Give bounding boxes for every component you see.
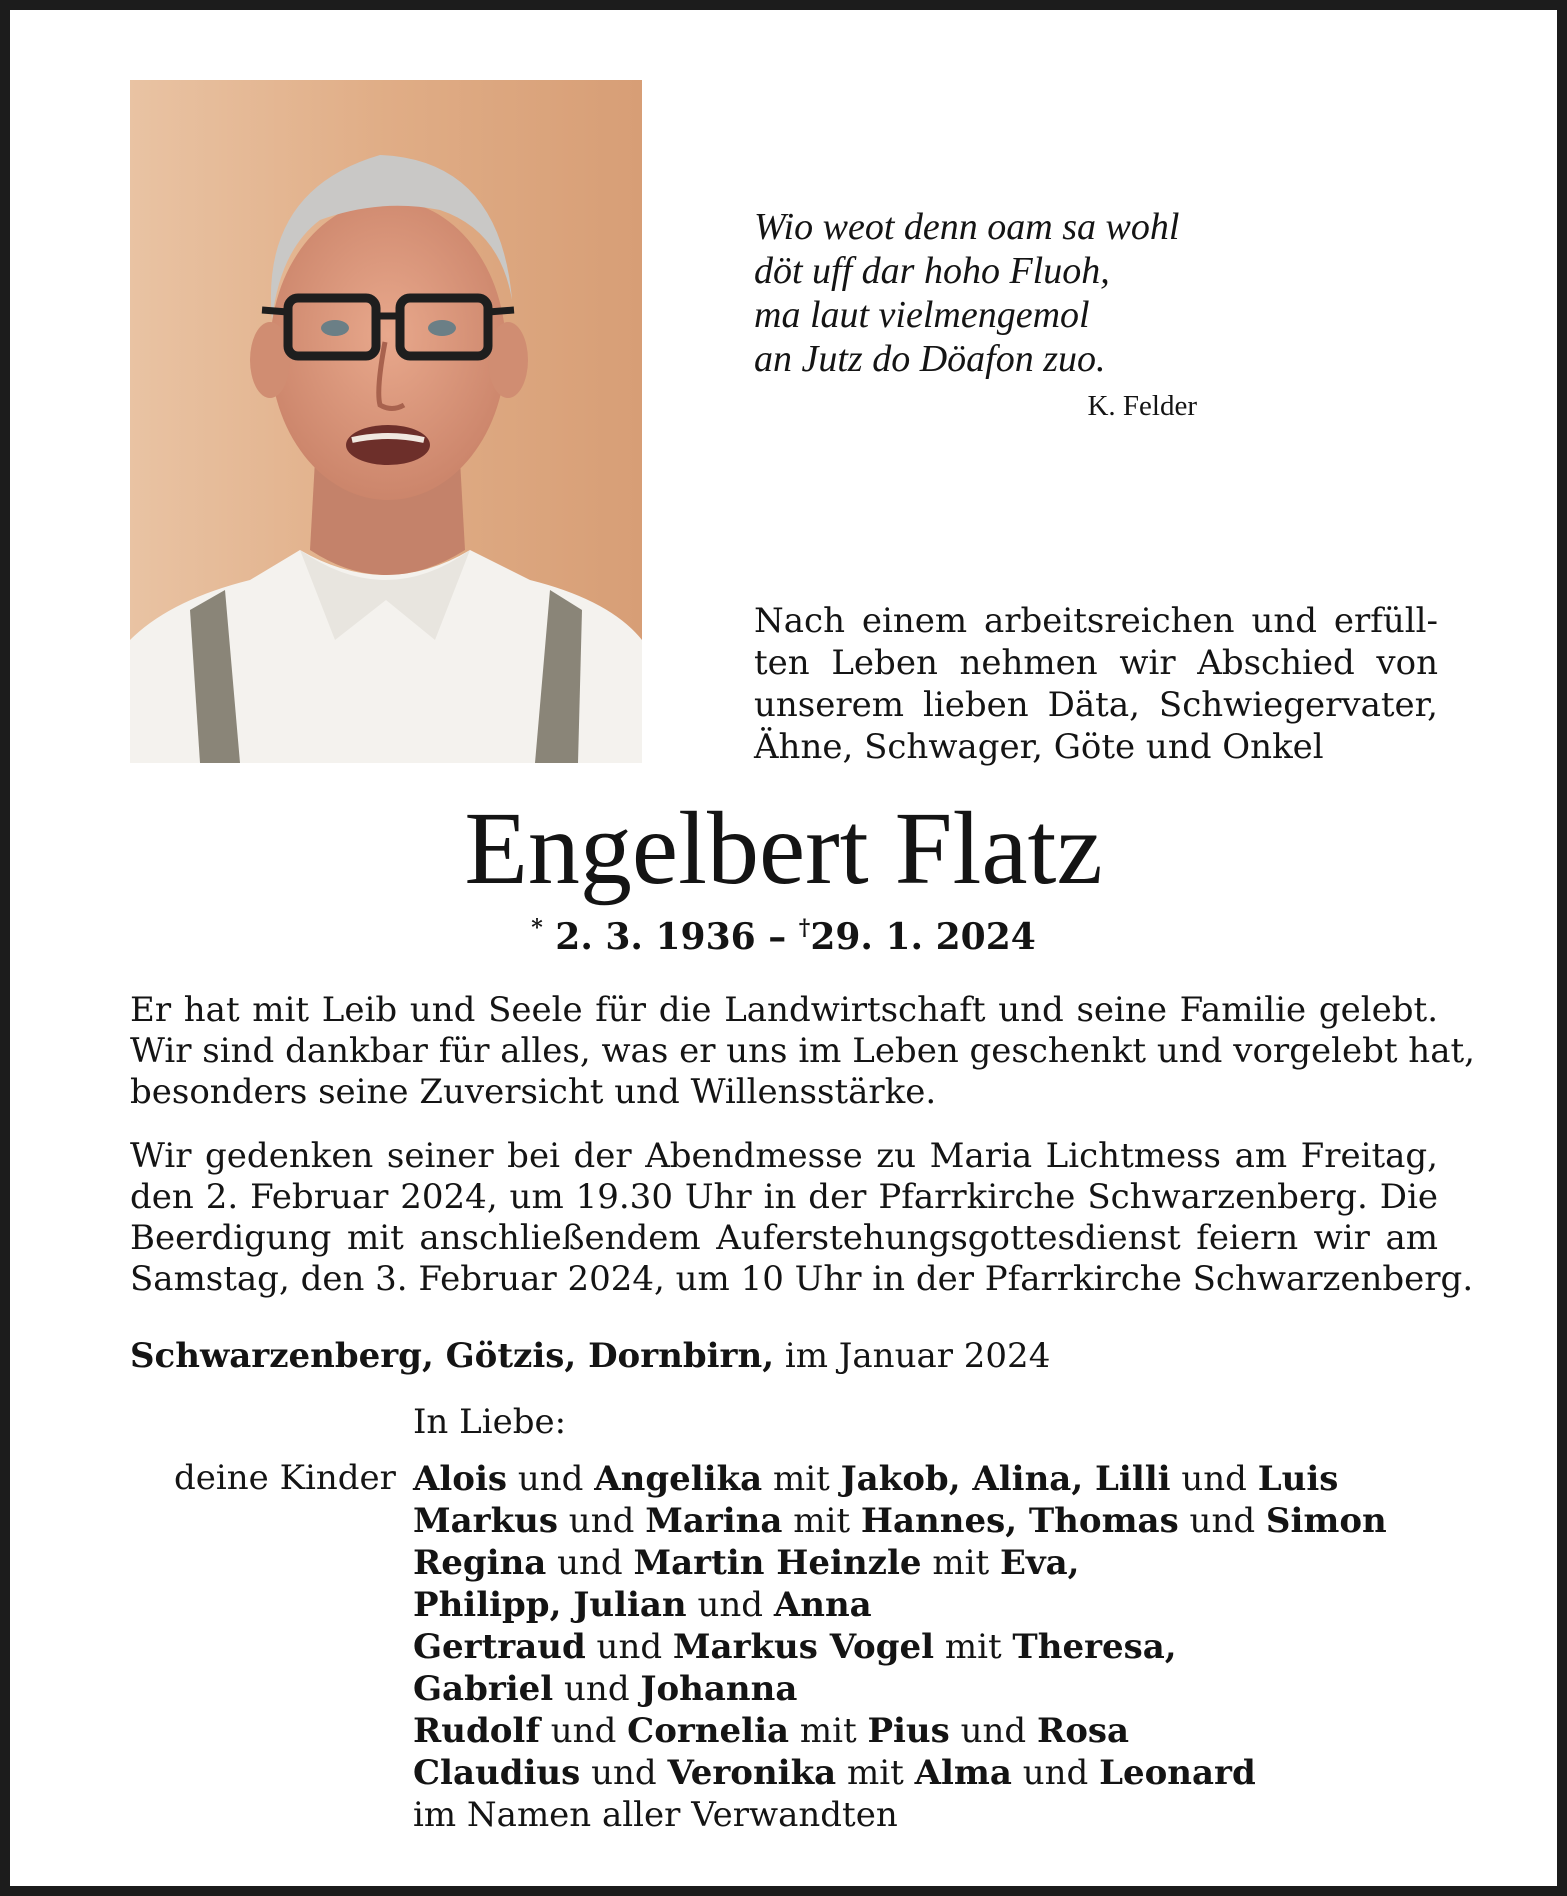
family-name: Alois <box>413 1459 508 1499</box>
paragraph-line: Wir gedenken seiner bei der Abendmesse zu Maria Lichtmess am Freitag, <box>130 1136 1438 1176</box>
poem-line: an Jutz do Döafon zuo. <box>754 338 1106 380</box>
family-name: Regina <box>413 1543 547 1583</box>
family-name: Gabriel <box>413 1669 554 1709</box>
family-name: Rudolf <box>413 1711 540 1751</box>
intro-line: unserem lieben Däta, Schwiegervater, <box>754 685 1438 725</box>
family-row <box>413 1626 1463 1668</box>
family-connector: und <box>539 1711 628 1751</box>
place-towns: Schwarzenberg, Götzis, Dornbirn, <box>130 1336 775 1376</box>
poem-author: K. Felder <box>1087 390 1197 422</box>
family-name: Theresa, <box>1012 1627 1177 1667</box>
family-name: Eva, <box>999 1543 1080 1583</box>
family-row <box>413 1752 1463 1794</box>
family-name: Cornelia <box>627 1711 790 1751</box>
paragraph-line: Wir sind dankbar für alles, was er uns im Leben geschenkt und vorgelebt hat, <box>130 1031 1475 1071</box>
intro-text <box>754 600 1438 768</box>
family-name: Martin Heinzle <box>633 1543 922 1583</box>
paragraph-line: Er hat mit Leib und Seele für die Landwirtschaft und seine Familie gelebt. <box>130 990 1438 1030</box>
family-row <box>413 1668 1463 1710</box>
family-connector: und <box>1178 1501 1266 1541</box>
tribute-paragraph <box>130 990 1475 1113</box>
family-name: Markus <box>413 1501 558 1541</box>
family-name: Johanna <box>640 1669 798 1709</box>
birth-date: 2. 3. 1936 <box>555 916 756 958</box>
family-connector: mit <box>836 1753 915 1793</box>
paragraph-line: den 2. Februar 2024, um 19.30 Uhr in der Pfarrkirche Schwarzenberg. Die <box>130 1177 1438 1217</box>
family-row <box>413 1500 1463 1542</box>
life-dates <box>0 915 1567 958</box>
family-name: Rosa <box>1036 1711 1130 1751</box>
family-connector: und <box>949 1711 1037 1751</box>
paragraph-line: besonders seine Zuversicht und Willensstärke. <box>130 1072 937 1112</box>
family-name: Jakob, Alina, Lilli <box>840 1459 1171 1499</box>
family-connector: mit <box>782 1501 861 1541</box>
family-name: Veronika <box>667 1753 837 1793</box>
family-connector: mit <box>934 1627 1013 1667</box>
family-connector: mit <box>921 1543 1000 1583</box>
closing-line: im Namen aller Verwandten <box>413 1795 898 1835</box>
place-date <box>130 1336 1050 1376</box>
family-name: Marina <box>645 1501 783 1541</box>
deceased-name: Engelbert Flatz <box>464 791 1103 906</box>
family-row <box>413 1584 1463 1626</box>
family-row <box>413 1458 1463 1500</box>
family-row <box>413 1542 1463 1584</box>
family-connector: mit <box>789 1711 868 1751</box>
family-connector: und <box>686 1585 774 1625</box>
family-name: Anna <box>773 1585 872 1625</box>
place-month: im Januar 2024 <box>784 1336 1051 1376</box>
family-connector: und <box>553 1669 641 1709</box>
poem-line: Wio weot denn oam sa wohl <box>754 206 1180 248</box>
intro-line: ten Leben nehmen wir Abschied von <box>754 643 1438 683</box>
intro-line: Ähne, Schwager, Göte und Onkel <box>754 727 1324 767</box>
family-name: Alma <box>914 1753 1012 1793</box>
family-list <box>413 1458 1463 1836</box>
in-liebe: In Liebe: <box>413 1402 567 1442</box>
family-connector: und <box>580 1753 668 1793</box>
poem-line: ma laut vielmengemol <box>754 294 1090 336</box>
intro-line: Nach einem arbeitsreichen und erfüll- <box>754 601 1438 641</box>
portrait-photo <box>130 80 642 763</box>
family-name: Leonard <box>1099 1753 1256 1793</box>
family-connector: und <box>546 1543 634 1583</box>
family-name: Luis <box>1257 1459 1339 1499</box>
death-date: 29. 1. 2024 <box>810 916 1036 958</box>
family-name: Pius <box>867 1711 950 1751</box>
family-connector: und <box>1011 1753 1100 1793</box>
family-name: Philipp, Julian <box>413 1585 687 1625</box>
family-name: Hannes, Thomas <box>860 1501 1179 1541</box>
family-connector: und <box>585 1627 673 1667</box>
paragraph-line: Beerdigung mit anschließendem Auferstehungsgottesdienst feiern wir am <box>130 1218 1438 1258</box>
death-symbol: † <box>798 915 811 941</box>
family-name: Markus Vogel <box>672 1627 935 1667</box>
family-connector: mit <box>762 1459 841 1499</box>
service-paragraph <box>130 1136 1474 1300</box>
family-name: Angelika <box>594 1459 763 1499</box>
birth-symbol: * <box>531 915 543 941</box>
kinder-label: deine Kinder <box>174 1458 396 1498</box>
date-dash: – <box>768 916 787 958</box>
family-connector: und <box>558 1501 646 1541</box>
portrait-illustration <box>130 80 642 763</box>
family-name: Simon <box>1265 1501 1387 1541</box>
family-connector: und <box>1170 1459 1258 1499</box>
paragraph-line: Samstag, den 3. Februar 2024, um 10 Uhr in der Pfarrkirche Schwarzenberg. <box>130 1259 1474 1299</box>
poem-line: döt uff dar hoho Fluoh, <box>754 250 1110 292</box>
family-name: Gertraud <box>413 1627 586 1667</box>
family-connector: und <box>507 1459 595 1499</box>
family-name: Claudius <box>413 1753 581 1793</box>
poem <box>754 205 1234 381</box>
family-row <box>413 1710 1463 1752</box>
